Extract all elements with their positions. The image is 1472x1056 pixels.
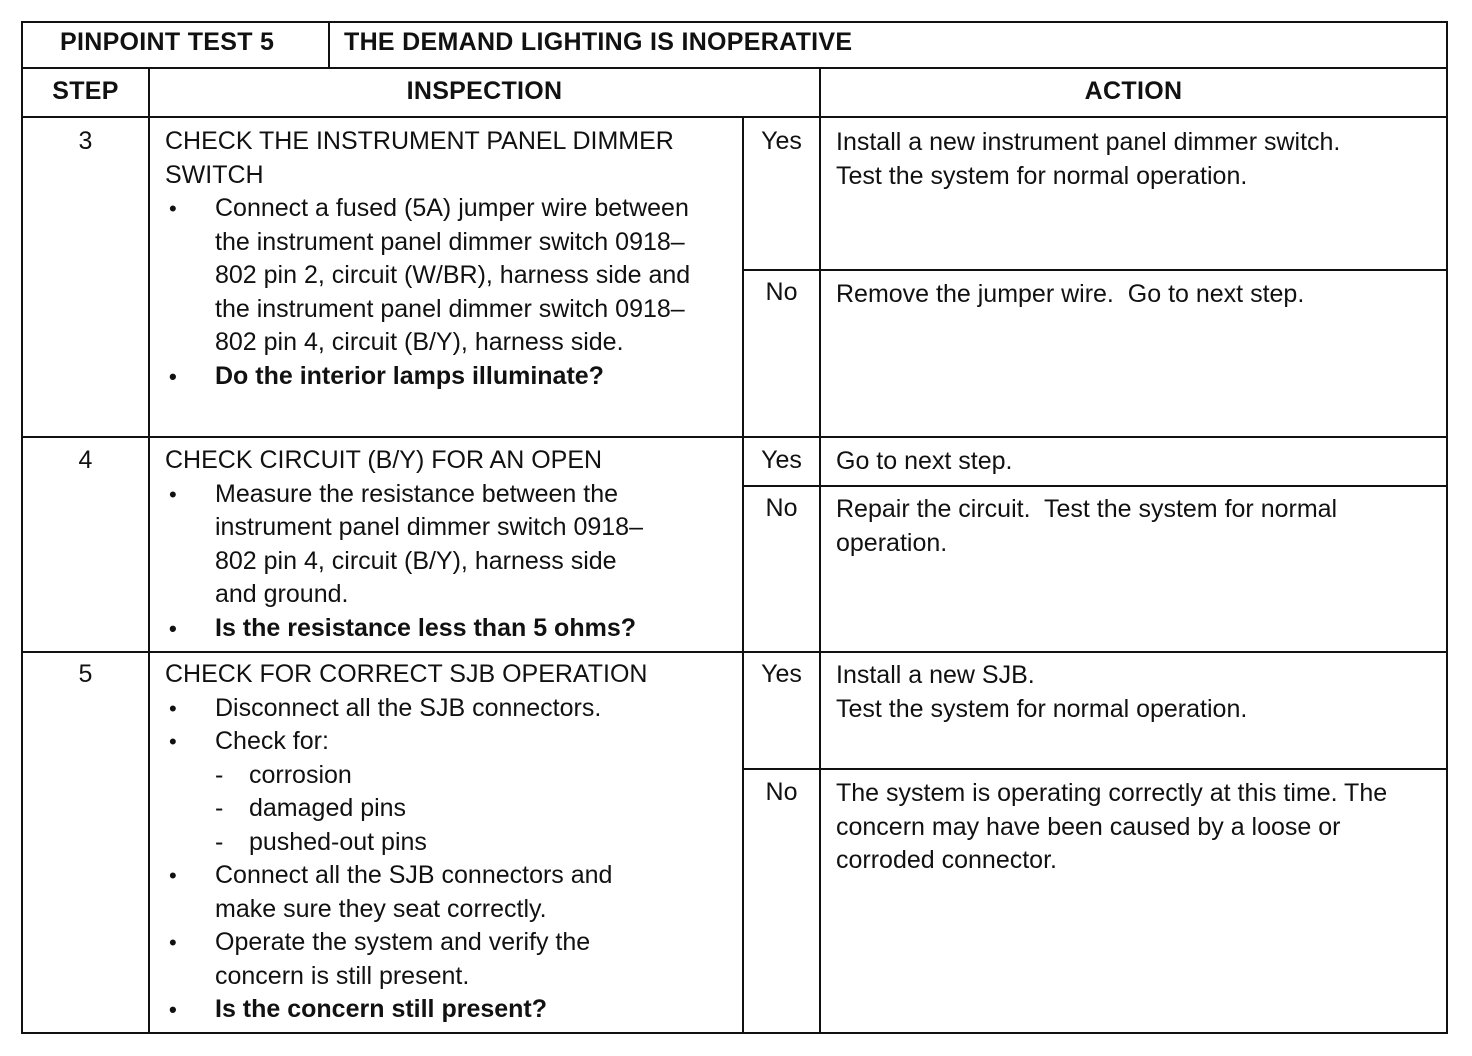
border-yesno-col <box>742 116 744 1034</box>
step-3-title-line1: CHECK THE INSTRUMENT PANEL DIMMER <box>165 127 674 155</box>
step-3-title-line2: SWITCH <box>165 160 264 189</box>
step-3-yes-action-line2: Test the system for normal operation. <box>836 161 1248 190</box>
border-step-col <box>148 67 150 1034</box>
step-5-bullet-3: • Connect all the SJB connectors and make sure they seat correctly. <box>165 859 705 926</box>
step-3-yes-action-line1: Install a new instrument panel dimmer switch. <box>836 128 1341 156</box>
border-top <box>21 21 1448 23</box>
step-3-question: • Do the interior lamps illuminate? <box>165 360 705 394</box>
step-number-4: 4 <box>78 446 93 474</box>
step-5-bullets-continued <box>165 859 705 1027</box>
step-4-no-label: No <box>765 494 798 522</box>
step-number-3: 3 <box>78 127 93 155</box>
step-4-bullet-1: • Measure the resistance between the instrument panel dimmer switch 0918–802 pin 4, circuit (B/Y), harness side and ground. <box>165 478 705 612</box>
step-5-no-label: No <box>765 778 798 806</box>
step-3-yes-label: Yes <box>761 127 802 155</box>
step-5-check-items <box>165 759 740 860</box>
step-4-inspection <box>165 444 740 645</box>
step-3-inspection <box>165 125 740 393</box>
step-5-bullet-2: • Check for: <box>165 725 705 759</box>
step-3-bullet-1: • Connect a fused (5A) jumper wire between the instrument panel dimmer switch 0918–802 pin 2, circuit (W/BR), harness side and the instrument panel dimmer switch 0918–802 pin 4, circuit (B/Y), harness side. <box>165 192 705 360</box>
border-header-divider <box>328 21 330 69</box>
step-3-yes-action <box>836 126 1441 193</box>
step-4-title: CHECK CIRCUIT (B/Y) FOR AN OPEN <box>165 446 603 474</box>
step-5-title: CHECK FOR CORRECT SJB OPERATION <box>165 660 648 688</box>
step-5-bullets <box>165 692 705 759</box>
column-header-action: ACTION <box>1084 77 1183 105</box>
column-header-step: STEP <box>52 77 119 105</box>
border-header-bottom <box>21 67 1448 69</box>
step-5-no-action: The system is operating correctly at this time. The concern may have been caused by a loose or corroded connector. <box>836 779 1388 874</box>
border-step3-yes-no <box>742 269 1448 271</box>
step-5-yes-action-line2: Test the system for normal operation. <box>836 694 1248 723</box>
step-5-yes-action <box>836 659 1441 726</box>
step-5-question: • Is the concern still present? <box>165 993 705 1027</box>
border-step3-bottom <box>21 436 1448 438</box>
step-4-question: • Is the resistance less than 5 ohms? <box>165 612 705 646</box>
step-3-no-action: Remove the jumper wire. Go to next step. <box>836 280 1305 308</box>
step-5-inspection <box>165 658 740 1027</box>
step-number-5: 5 <box>78 660 93 688</box>
border-colheader-bottom <box>21 116 1448 118</box>
step-3-bullets <box>165 192 705 393</box>
step-5-bullet-4: • Operate the system and verify the concern is still present. <box>165 926 705 993</box>
border-step5-yes-no <box>742 768 1448 770</box>
test-title: THE DEMAND LIGHTING IS INOPERATIVE <box>344 28 853 56</box>
step-4-no-action: Repair the circuit. Test the system for normal operation. <box>836 495 1345 557</box>
check-item-pushed-out-pins: - pushed-out pins <box>165 826 740 860</box>
column-header-inspection: INSPECTION <box>406 77 563 105</box>
step-3-no-label: No <box>765 278 798 306</box>
border-right <box>1446 21 1448 1034</box>
test-label: PINPOINT TEST 5 <box>60 28 275 56</box>
border-bottom <box>21 1032 1448 1034</box>
step-5-yes-action-line1: Install a new SJB. <box>836 661 1035 689</box>
check-item-damaged-pins: - damaged pins <box>165 792 740 826</box>
step-4-yes-label: Yes <box>761 446 802 474</box>
step-5-bullet-1: • Disconnect all the SJB connectors. <box>165 692 705 726</box>
border-left <box>21 21 23 1034</box>
border-step4-yes-no <box>742 485 1448 487</box>
step-4-bullets <box>165 478 705 646</box>
border-action-col <box>819 67 821 1034</box>
step-5-yes-label: Yes <box>761 660 802 688</box>
check-item-corrosion: - corrosion <box>165 759 740 793</box>
step-4-yes-action: Go to next step. <box>836 447 1013 475</box>
border-step4-bottom <box>21 651 1448 653</box>
